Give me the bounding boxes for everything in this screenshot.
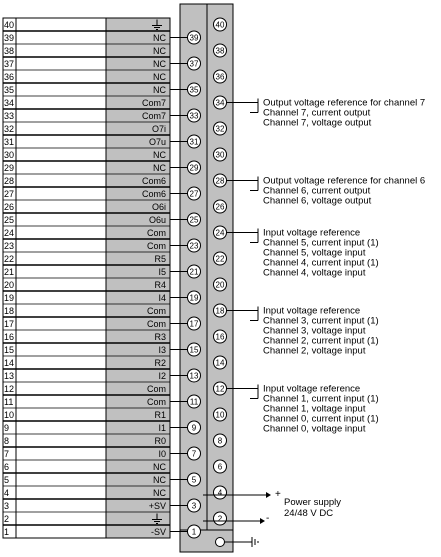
terminal-screw <box>188 57 201 70</box>
terminal-number: 5 <box>191 475 197 485</box>
power-minus-label: - <box>266 513 270 524</box>
power-plus-label: + <box>275 489 281 500</box>
channel-description-line: Channel 4, voltage input <box>263 267 366 279</box>
terminal-screw <box>214 382 227 395</box>
signal-label: NC <box>153 163 166 173</box>
channel-description-line: Channel 6, voltage output <box>263 195 372 207</box>
channel-description-line: Channel 0, voltage input <box>263 423 366 435</box>
connector-pin-number: 18 <box>4 306 15 316</box>
terminal-number: 16 <box>215 332 225 342</box>
terminal-screw <box>214 122 227 135</box>
connector-pin-number: 19 <box>4 293 15 303</box>
terminal-number: 37 <box>189 59 199 69</box>
connector-pin-number: 30 <box>4 150 15 160</box>
signal-label: Com <box>146 241 166 251</box>
terminal-number: 27 <box>189 189 199 199</box>
channel-description-line: Channel 7, current output <box>263 107 371 119</box>
signal-label: NC <box>153 150 166 160</box>
signal-label: -SV <box>150 527 166 537</box>
terminal-screw <box>214 408 227 421</box>
connector-pin-number: 15 <box>4 345 15 355</box>
terminal-number: 10 <box>215 410 225 420</box>
terminal-number: 1 <box>191 527 197 537</box>
signal-label: NC <box>153 72 166 82</box>
terminal-number: 2 <box>217 514 223 524</box>
connector-pin-number: 3 <box>4 501 10 511</box>
signal-label: R2 <box>154 358 166 368</box>
signal-label: O7u <box>148 137 166 147</box>
terminal-screw <box>214 304 227 317</box>
channel-description-line: Input voltage reference <box>263 305 361 317</box>
terminal-screw <box>214 252 227 265</box>
signal-label: O6u <box>148 215 166 225</box>
terminal-screw <box>188 83 201 96</box>
connector-pin-number: 29 <box>4 163 15 173</box>
terminal-screw <box>188 343 201 356</box>
terminal-screw <box>214 174 227 187</box>
terminal-number: 17 <box>189 319 199 329</box>
terminal-screw <box>214 356 227 369</box>
terminal-number: 26 <box>215 202 225 212</box>
terminal-number: 14 <box>215 358 225 368</box>
terminal-number: 4 <box>217 488 223 498</box>
signal-label: R5 <box>154 254 166 264</box>
connector-pin-number: 8 <box>4 436 10 446</box>
terminal-number: 6 <box>217 462 223 472</box>
signal-label: NC <box>153 462 166 472</box>
power-supply-voltage: 24/48 V DC <box>284 508 334 519</box>
signal-label: Com <box>146 306 166 316</box>
terminal-screw <box>188 265 201 278</box>
terminal-screw <box>214 460 227 473</box>
terminal-screw <box>188 31 201 44</box>
terminal-screw <box>188 447 201 460</box>
terminal-number: 11 <box>189 397 199 407</box>
connector-pin-number: 5 <box>4 475 10 485</box>
signal-label: Com7 <box>141 98 166 108</box>
terminal-number: 19 <box>189 293 199 303</box>
signal-label: Com <box>146 319 166 329</box>
terminal-number: 40 <box>215 20 225 30</box>
terminal-screw <box>188 421 201 434</box>
connector-pin-number: 10 <box>4 410 15 420</box>
signal-label: O6i <box>151 202 166 212</box>
channel-description-line: Channel 5, current input (1) <box>263 237 379 249</box>
connector-pin-number: 6 <box>4 462 10 472</box>
terminal-screw <box>188 317 201 330</box>
minus-arrow-icon <box>260 518 265 524</box>
connector-pin-number: 35 <box>4 85 15 95</box>
connector-pin-number: 26 <box>4 202 15 212</box>
channel-description-line: Channel 5, voltage input <box>263 247 366 259</box>
signal-label: R1 <box>154 410 166 420</box>
terminal-screw <box>188 187 201 200</box>
terminal-number: 3 <box>191 501 197 511</box>
terminal-screw <box>188 499 201 512</box>
signal-label: R0 <box>154 436 166 446</box>
signal-label: R4 <box>154 280 166 290</box>
connector-pin-number: 38 <box>4 46 15 56</box>
terminal-screw <box>214 96 227 109</box>
channel-description-line: Channel 1, voltage input <box>263 403 366 415</box>
terminal-number: 18 <box>215 306 225 316</box>
signal-label: NC <box>153 475 166 485</box>
earth-terminal <box>216 537 259 547</box>
channel-description-line: Channel 2, current input (1) <box>263 335 379 347</box>
connector-pin-number: 25 <box>4 215 15 225</box>
signal-label: Com7 <box>141 111 166 121</box>
connector-pin-number: 28 <box>4 176 15 186</box>
connector-pin-number: 40 <box>4 20 15 30</box>
terminal-number: 36 <box>215 72 225 82</box>
connector-pin-number: 27 <box>4 189 15 199</box>
terminal-number: 12 <box>215 384 225 394</box>
signal-label: Com <box>146 397 166 407</box>
channel-description-line: Output voltage reference for channel 6 <box>263 175 426 187</box>
connector-pin-number: 7 <box>4 449 10 459</box>
connector-pin-number: 9 <box>4 423 10 433</box>
terminal-number: 24 <box>215 228 225 238</box>
terminal-screw <box>214 200 227 213</box>
terminal-number: 20 <box>215 280 225 290</box>
terminal-screw <box>188 395 201 408</box>
terminal-number: 13 <box>189 371 199 381</box>
terminal-screw <box>188 369 201 382</box>
terminal-number: 29 <box>189 163 199 173</box>
terminal-screw <box>214 18 227 31</box>
terminal-number: 23 <box>189 241 199 251</box>
terminal-number: 39 <box>189 33 199 43</box>
channel-description-line: Channel 7, voltage output <box>263 117 372 129</box>
channel-description-line: Channel 4, current input (1) <box>263 257 379 269</box>
signal-label: Com6 <box>141 189 166 199</box>
channel-description-line: Input voltage reference <box>263 383 361 395</box>
channel-description-line: Input voltage reference <box>263 227 361 239</box>
terminal-screw <box>214 148 227 161</box>
terminal-screw <box>214 512 227 525</box>
terminal-number: 28 <box>215 176 225 186</box>
terminal-screw <box>188 291 201 304</box>
signal-label: NC <box>153 85 166 95</box>
connector-pin-number: 34 <box>4 98 15 108</box>
terminal-number: 8 <box>217 436 223 446</box>
channel-description-line: Channel 0, current input (1) <box>263 413 379 425</box>
signal-label: I1 <box>158 423 166 433</box>
signal-label: I4 <box>158 293 166 303</box>
terminal-number: 35 <box>189 85 199 95</box>
power-supply-label: Power supply <box>284 497 342 508</box>
signal-label: O7i <box>151 124 166 134</box>
terminal-number: 25 <box>189 215 199 225</box>
channel-description-line: Output voltage reference for channel 7 <box>263 97 426 109</box>
terminal-number: 33 <box>189 111 199 121</box>
terminal-number: 31 <box>189 137 199 147</box>
terminal-number: 9 <box>191 423 197 433</box>
connector-pin-number: 31 <box>4 137 15 147</box>
channel-description-line: Channel 3, current input (1) <box>263 315 379 327</box>
signal-label: NC <box>153 33 166 43</box>
connector-pin-number: 14 <box>4 358 15 368</box>
connector-pin-number: 21 <box>4 267 15 277</box>
terminal-screw <box>214 44 227 57</box>
channel-description-line: Channel 6, current output <box>263 185 371 197</box>
signal-label: NC <box>153 46 166 56</box>
terminal-number: 32 <box>215 124 225 134</box>
terminal-screw <box>214 330 227 343</box>
terminal-number: 22 <box>215 254 225 264</box>
terminal-number: 7 <box>191 449 197 459</box>
terminal-screw <box>214 486 227 499</box>
connector-pin-number: 4 <box>4 488 10 498</box>
terminal-number: 34 <box>215 98 225 108</box>
connector-pin-number: 36 <box>4 72 15 82</box>
connector-pin-number: 23 <box>4 241 15 251</box>
connector-pin-number: 11 <box>4 397 14 407</box>
signal-label: I2 <box>158 371 166 381</box>
terminal-screw <box>214 278 227 291</box>
terminal-number: 15 <box>189 345 199 355</box>
terminal-screw <box>188 239 201 252</box>
connector-pin-table <box>3 18 170 538</box>
signal-label: R3 <box>154 332 166 342</box>
terminal-screw <box>214 70 227 83</box>
connector-pin-number: 39 <box>4 33 15 43</box>
plus-arrow-icon <box>266 492 271 498</box>
signal-label: Com <box>146 228 166 238</box>
channel-description-line: Channel 2, voltage input <box>263 345 366 357</box>
connector-pin-number: 16 <box>4 332 15 342</box>
terminal-screw <box>214 226 227 239</box>
connector-pin-number: 13 <box>4 371 15 381</box>
connector-pin-number: 1 <box>4 527 10 537</box>
terminal-number: 38 <box>215 46 225 56</box>
terminal-screw <box>188 109 201 122</box>
terminal-screw <box>188 213 201 226</box>
signal-label: Com6 <box>141 176 166 186</box>
signal-label: NC <box>153 59 166 69</box>
connector-pin-number: 32 <box>4 124 15 134</box>
connector-pin-number: 24 <box>4 228 15 238</box>
signal-label: I5 <box>158 267 166 277</box>
channel-descriptions <box>227 98 425 435</box>
signal-label: NC <box>153 488 166 498</box>
terminal-screw <box>188 161 201 174</box>
signal-label: I0 <box>158 449 166 459</box>
channel-description-line: Channel 1, current input (1) <box>263 393 379 405</box>
terminal-screw <box>188 473 201 486</box>
terminal-screw <box>188 135 201 148</box>
connector-pin-number: 17 <box>4 319 15 329</box>
connector-pin-number: 37 <box>4 59 15 69</box>
connector-pin-number: 2 <box>4 514 10 524</box>
terminal-screw <box>214 434 227 447</box>
connector-pin-number: 12 <box>4 384 15 394</box>
channel-description-line: Channel 3, voltage input <box>263 325 366 337</box>
connector-pin-number: 22 <box>4 254 15 264</box>
terminal-screw <box>188 525 201 538</box>
signal-label: I3 <box>158 345 166 355</box>
terminal-number: 21 <box>189 267 199 277</box>
connector-pin-number: 33 <box>4 111 15 121</box>
signal-label: +SV <box>148 501 166 511</box>
terminal-number: 30 <box>215 150 225 160</box>
terminal-block <box>170 4 233 552</box>
signal-label: Com <box>146 384 166 394</box>
connector-pin-number: 20 <box>4 280 15 290</box>
